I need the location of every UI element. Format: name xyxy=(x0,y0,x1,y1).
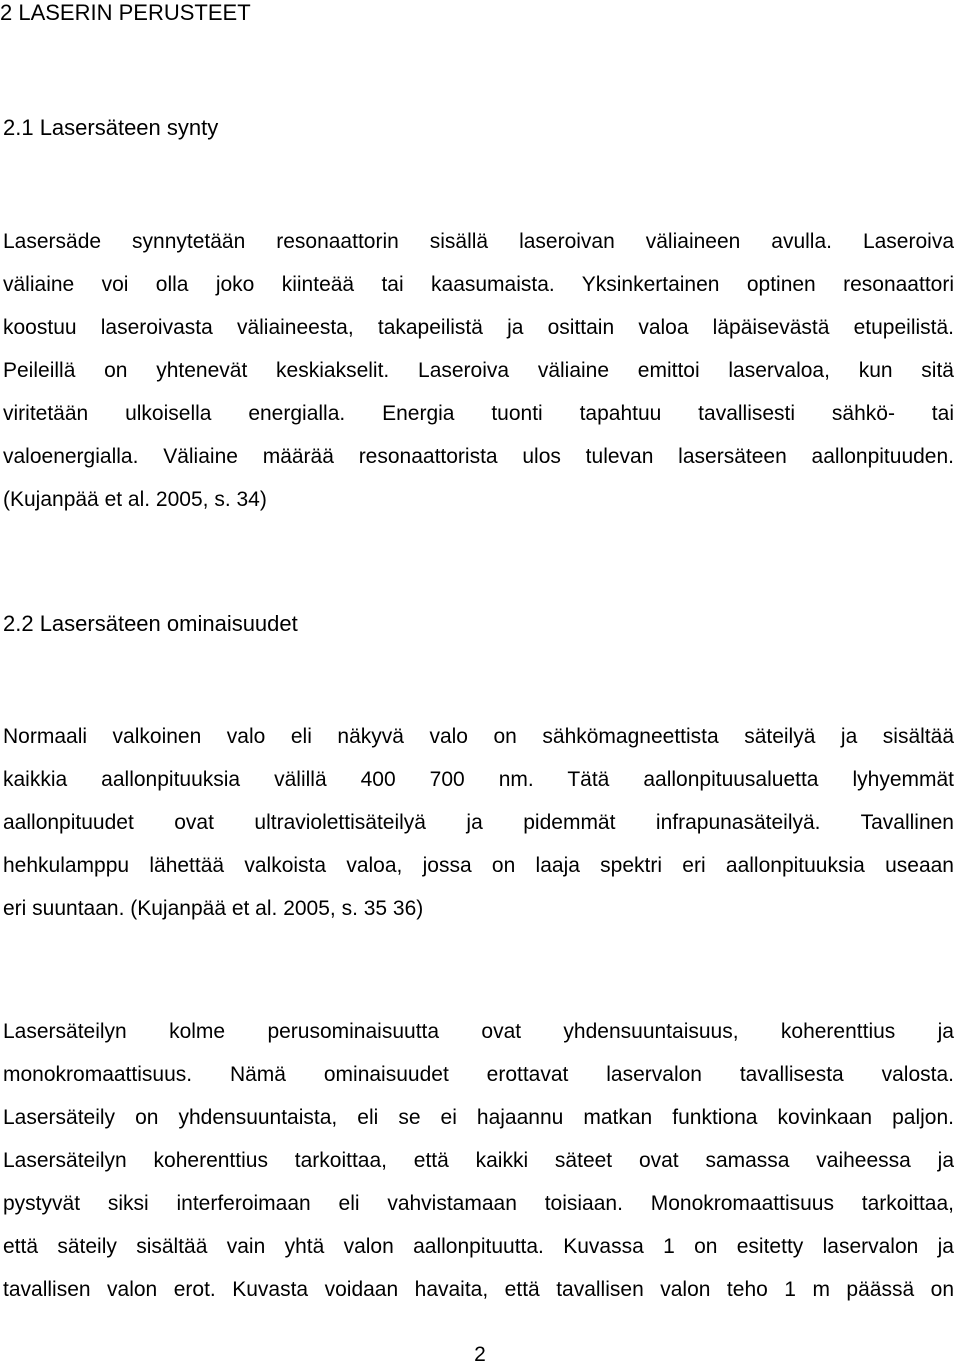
text-line: tavallisen valon erot. Kuvasta voidaan havaita, että tavallisen valon teho 1 m päässä on xyxy=(3,1278,954,1301)
text-line: valoenergialla. Väliaine määrää resonaattorista ulos tulevan lasersäteen aallonpituuden. xyxy=(3,445,954,468)
text-line: Lasersäteily on yhdensuuntaista, eli se ei hajaannu matkan funktiona kovinkaan paljon. xyxy=(3,1106,954,1129)
text-line: Lasersäteilyn kolme perusominaisuutta ovat yhdensuuntaisuus, koherenttius ja xyxy=(3,1020,954,1043)
text-line: Lasersäteilyn koherenttius tarkoittaa, että kaikki säteet ovat samassa vaiheessa ja xyxy=(3,1149,954,1172)
text-line: Lasersäde synnytetään resonaattorin sisällä laseroivan väliaineen avulla. Laseroiva xyxy=(3,230,954,253)
paragraph-white-light xyxy=(3,724,954,939)
text-line: pystyvät siksi interferoimaan eli vahvistamaan toisiaan. Monokromaattisuus tarkoittaa, xyxy=(3,1192,954,1215)
text-line: viritetään ulkoisella energialla. Energia tuonti tapahtuu tavallisesti sähkö- tai xyxy=(3,402,954,425)
page-number: 2 xyxy=(474,1343,486,1366)
text-line: aallonpituudet ovat ultraviolettisäteilyä ja pidemmät infrapunasäteilyä. Tavallinen xyxy=(3,811,954,834)
text-line: hehkulamppu lähettää valkoista valoa, jossa on laaja spektri eri aallonpituuksia useaan xyxy=(3,854,954,877)
text-line: kaikkia aallonpituuksia välillä 400 700 nm. Tätä aallonpituusaluetta lyhyemmät xyxy=(3,768,954,791)
text-line: Normaali valkoinen valo eli näkyvä valo on sähkömagneettista säteilyä ja sisältää xyxy=(3,725,954,748)
paragraph-laser-beam-origin xyxy=(3,229,954,530)
section-heading-2-1: 2.1 Lasersäteen synty xyxy=(3,115,219,140)
text-line: koostuu laseroivasta väliaineesta, takapeilistä ja osittain valoa läpäisevästä etupeilistä. xyxy=(3,316,954,339)
text-line: väliaine voi olla joko kiinteää tai kaasumaista. Yksinkertainen optinen resonaattori xyxy=(3,273,954,296)
section-heading-2-2: 2.2 Lasersäteen ominaisuudet xyxy=(3,611,298,636)
chapter-heading: 2 LASERIN PERUSTEET xyxy=(0,0,251,25)
paragraph-laser-properties xyxy=(3,1019,954,1320)
text-line: monokromaattisuus. Nämä ominaisuudet erottavat laservalon tavallisesta valosta. xyxy=(3,1063,954,1086)
text-line: Peileillä on yhtenevät keskiakselit. Laseroiva väliaine emittoi laservaloa, kun sitä xyxy=(3,359,954,382)
text-line: (Kujanpää et al. 2005, s. 34) xyxy=(3,488,267,511)
text-line: eri suuntaan. (Kujanpää et al. 2005, s. 35 36) xyxy=(3,897,424,920)
text-line: että säteily sisältää vain yhtä valon aallonpituutta. Kuvassa 1 on esitetty laservalon ja xyxy=(3,1235,954,1258)
